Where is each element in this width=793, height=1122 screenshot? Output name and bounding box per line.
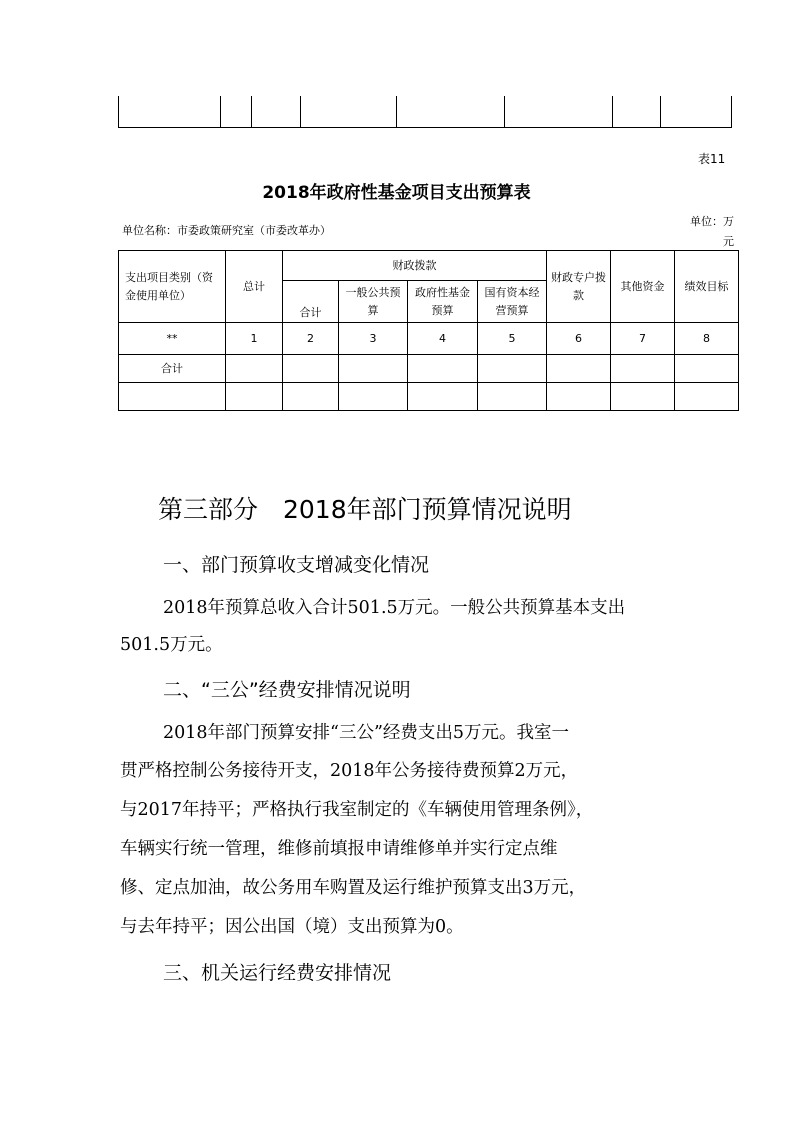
paragraph-line: 贯严格控制公务接待开支，2018年公务接待费预算2万元， [120, 761, 579, 781]
unit-label: 单位：万元 [690, 215, 734, 248]
table-cell [339, 383, 408, 411]
header-stateasset: 国有资本经营预算 [478, 281, 547, 323]
table-cell [339, 355, 408, 383]
paragraph-line: 与2017年持平；严格执行我室制定的《车辆使用管理条例》， [120, 800, 594, 820]
table-cell [611, 383, 675, 411]
table-divider [612, 96, 613, 127]
index-cell: 6 [547, 323, 611, 355]
table-title: 2018年政府性基金项目支出预算表 [262, 183, 531, 203]
header-performance: 绩效目标 [675, 251, 739, 323]
table-divider [300, 96, 301, 127]
subheading-3: 三、机关运行经费安排情况 [163, 962, 392, 984]
index-row [119, 323, 739, 355]
table-cell [226, 355, 283, 383]
paragraph-line: 2018年预算总收入合计501.5万元。一般公共预算基本支出 [163, 598, 626, 618]
table-divider [660, 96, 661, 127]
table-divider [504, 96, 505, 127]
table-cell [675, 355, 739, 383]
table-divider [251, 96, 252, 127]
table-cell [283, 355, 339, 383]
section-heading: 第三部分 2018年部门预算情况说明 [158, 495, 572, 524]
table-cell [408, 355, 478, 383]
total-row [119, 355, 739, 383]
index-cell: ** [119, 323, 226, 355]
paragraph-line: 修、定点加油，故公务用车购置及运行维护预算支出3万元， [120, 878, 587, 898]
table-cell [283, 383, 339, 411]
header-govfund: 政府性基金预算 [408, 281, 478, 323]
index-cell: 7 [611, 323, 675, 355]
header-special: 财政专户拨款 [547, 251, 611, 323]
unit-name: 单位名称：市委政策研究室（市委改革办） [122, 224, 331, 237]
total-label: 合计 [119, 355, 226, 383]
index-cell: 3 [339, 323, 408, 355]
empty-row [119, 383, 739, 411]
index-cell: 1 [226, 323, 283, 355]
subheading-2: 二、“三公”经费安排情况说明 [163, 679, 411, 701]
header-fiscal: 财政拨款 [283, 251, 547, 281]
paragraph-line: 2018年部门预算安排“三公”经费支出5万元。我室一 [163, 723, 570, 743]
budget-table [118, 250, 739, 411]
paragraph-line: 与去年持平；因公出国（境）支出预算为0。 [120, 917, 464, 937]
header-total: 总计 [226, 251, 283, 323]
subheading-1: 一、部门预算收支增减变化情况 [163, 554, 430, 576]
paragraph-line: 501.5万元。 [120, 635, 223, 655]
table-cell [611, 355, 675, 383]
table-divider [220, 96, 221, 127]
header-category: 支出项目类别（资金使用单位） [119, 251, 226, 323]
index-cell: 4 [408, 323, 478, 355]
index-cell: 2 [283, 323, 339, 355]
table-cell [226, 383, 283, 411]
index-cell: 5 [478, 323, 547, 355]
table-cell [478, 383, 547, 411]
table-cell [675, 383, 739, 411]
header-other: 其他资金 [611, 251, 675, 323]
table-cell [119, 383, 226, 411]
header-sub-total: 合计 [283, 281, 339, 323]
previous-table-fragment [118, 96, 732, 128]
paragraph-line: 车辆实行统一管理，维修前填报申请维修单并实行定点维 [120, 839, 558, 859]
table-cell [547, 355, 611, 383]
table-cell [547, 383, 611, 411]
table-divider [396, 96, 397, 127]
index-cell: 8 [675, 323, 739, 355]
header-general: 一般公共预算 [339, 281, 408, 323]
table-cell [408, 383, 478, 411]
table-number: 表11 [698, 152, 726, 166]
table-cell [478, 355, 547, 383]
